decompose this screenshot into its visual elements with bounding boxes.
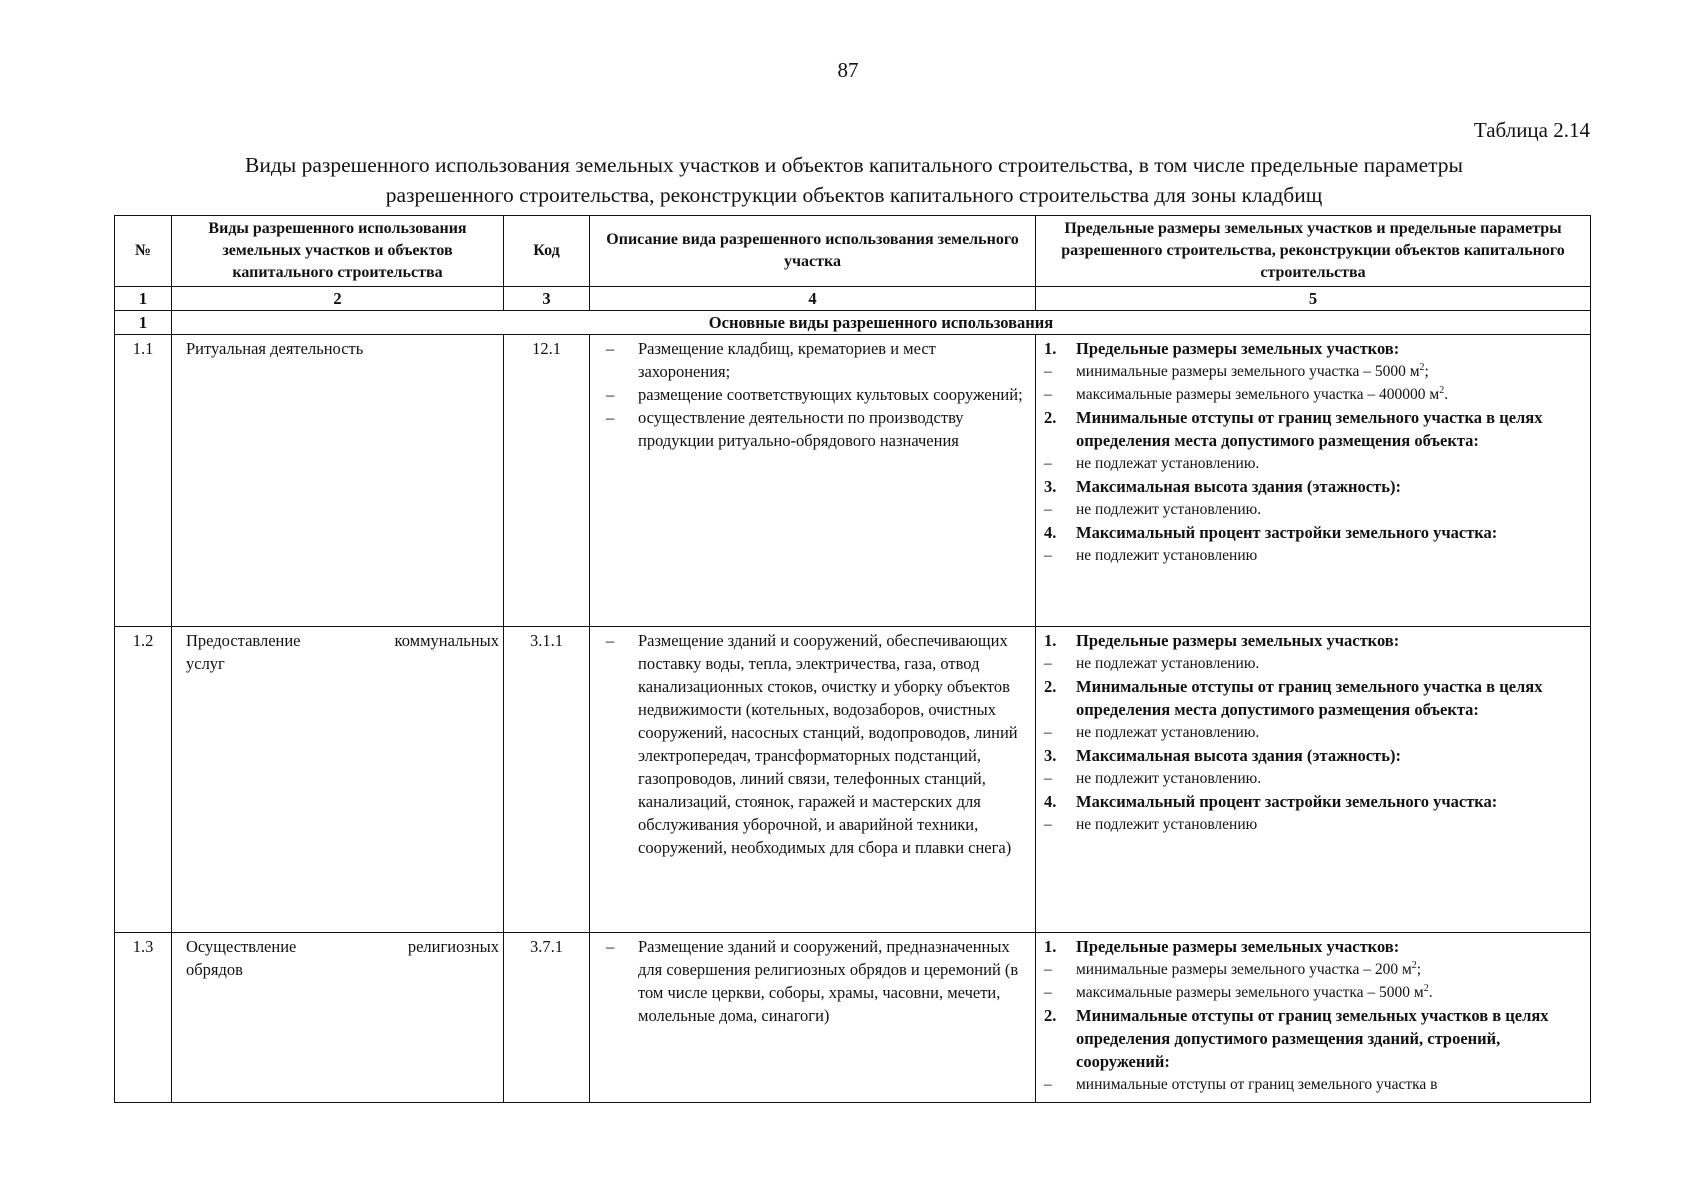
parameter-value <box>1044 958 1584 981</box>
parameter-number: 1. <box>1044 631 1057 650</box>
parameter-value <box>1044 813 1584 836</box>
table-title <box>114 150 1594 210</box>
parameter-value <box>1044 652 1584 675</box>
land-use-table <box>114 215 1591 1103</box>
column-numbers-row <box>115 287 1591 311</box>
parameter-value-text: не подлежат установлению. <box>1076 455 1260 472</box>
use-type-cell <box>172 627 504 933</box>
parameter-value <box>1044 544 1584 567</box>
parameter-value-text: минимальные размеры земельного участка – 5000 м <box>1076 363 1420 380</box>
dash-marker: – <box>1044 1076 1052 1093</box>
unit-superscript: 2 <box>1439 384 1445 396</box>
use-code: 3.1.1 <box>504 627 590 933</box>
parameter-number: 1. <box>1044 339 1057 358</box>
punctuation: . <box>1428 984 1433 1001</box>
title-line-1: Виды разрешенного использования земельных участков и объектов капитального строительства, в том числе предельные параметры <box>245 153 1463 177</box>
parameter-number: 3. <box>1044 477 1057 496</box>
parameter-title: Предельные размеры земельных участков: <box>1076 339 1400 358</box>
use-type-word: обрядов <box>186 960 243 979</box>
parameter-value <box>1044 498 1584 521</box>
header-code: Код <box>504 216 590 287</box>
description-cell <box>590 627 1036 933</box>
parameter-value <box>1044 452 1584 475</box>
dash-marker: – <box>1044 455 1052 472</box>
table-label: Таблица 2.14 <box>1473 118 1590 142</box>
parameter-value <box>1044 767 1584 790</box>
parameter-title: Минимальные отступы от границ земельного участка в целях определения места допустимого размещения объекта: <box>1076 408 1543 450</box>
parameter-value-text: не подлежит установлению <box>1076 547 1258 564</box>
parameter-number: 3. <box>1044 746 1057 765</box>
row-number: 1.3 <box>115 933 172 1103</box>
description-item: – размещение соответствующих культовых сооружений; <box>590 383 1031 406</box>
row-number: 1.1 <box>115 335 172 627</box>
parameter-value <box>1044 360 1584 383</box>
parameter-heading <box>1044 337 1584 360</box>
dash-marker: – <box>1044 961 1052 978</box>
parameters-cell <box>1036 627 1591 933</box>
parameter-value <box>1044 383 1584 406</box>
table-row <box>115 335 1591 627</box>
parameter-heading <box>1044 935 1584 958</box>
dash-marker: – <box>1044 363 1052 380</box>
header-description: Описание вида разрешенного использования земельного участка <box>590 216 1036 287</box>
parameter-value-text: максимальные размеры земельного участка – 400000 м <box>1076 386 1440 403</box>
dash-marker: – <box>1044 655 1052 672</box>
parameter-value <box>1044 721 1584 744</box>
table-row <box>115 627 1591 933</box>
parameters-cell <box>1036 335 1591 627</box>
parameter-heading <box>1044 475 1584 498</box>
title-line-2: разрешенного строительства, реконструкции объектов капитального строительства для зоны кладбищ <box>385 183 1323 207</box>
unit-superscript: 2 <box>1411 959 1417 971</box>
col-number: 3 <box>504 287 590 311</box>
section-title: Основные виды разрешенного использования <box>172 311 1591 335</box>
parameter-heading <box>1044 406 1584 452</box>
description-item: – Размещение кладбищ, крематориев и мест захоронения; <box>590 337 1031 383</box>
use-type-word: Предоставление <box>186 631 301 650</box>
use-type-word: религиозных <box>407 937 499 956</box>
col-number: 2 <box>172 287 504 311</box>
parameter-heading <box>1044 1004 1584 1073</box>
description-item: – осуществление деятельности по производству продукции ритуально-обрядового назначения <box>590 406 1031 452</box>
section-row <box>115 311 1591 335</box>
description-cell <box>590 335 1036 627</box>
parameter-number: 2. <box>1044 677 1057 696</box>
parameter-title: Максимальная высота здания (этажность): <box>1076 746 1401 765</box>
header-use: Виды разрешенного использования земельных участков и объектов капитального строительства <box>172 216 504 287</box>
col-number: 1 <box>115 287 172 311</box>
dash-marker: – <box>1044 724 1052 741</box>
description-item: – Размещение зданий и сооружений, обеспечивающих поставку воды, тепла, электричества, газа, отвод канализационных стоков, очистку и уборку объектов недвижимости (котельных, водозаборов, очистных сооружений, насосных станций, водопроводов, линий электропередач, трансформаторных подстанций, газопроводов, линий связи, телефонных станций, канализаций, стоянок, гаражей и мастерских для обслуживания уборочной, и аварийной техники, сооружений, необходимых для сбора и плавки снега) <box>590 629 1031 859</box>
parameter-value-text: не подлежат установлению. <box>1076 655 1260 672</box>
parameter-title: Предельные размеры земельных участков: <box>1076 631 1400 650</box>
parameter-number: 2. <box>1044 1006 1057 1025</box>
header-no: № <box>115 216 172 287</box>
parameter-number: 2. <box>1044 408 1057 427</box>
parameter-heading <box>1044 521 1584 544</box>
parameter-value-text: не подлежат установлению. <box>1076 724 1260 741</box>
use-type-name: Ритуальная деятельность <box>186 339 364 358</box>
parameter-title: Минимальные отступы от границ земельных участков в целях определения допустимого размещения зданий, строений, сооружений: <box>1076 1006 1549 1071</box>
unit-superscript: 2 <box>1423 982 1429 994</box>
punctuation: . <box>1444 386 1449 403</box>
parameter-value <box>1044 981 1584 1004</box>
use-code: 12.1 <box>504 335 590 627</box>
header-limits: Предельные размеры земельных участков и предельные параметры разрешенного строительства, реконструкции объектов капитального строительства <box>1036 216 1591 287</box>
parameter-title: Минимальные отступы от границ земельного участка в целях определения места допустимого размещения объекта: <box>1076 677 1543 719</box>
parameter-value-text: минимальные размеры земельного участка – 200 м <box>1076 961 1412 978</box>
parameter-title: Максимальная высота здания (этажность): <box>1076 477 1401 496</box>
page-number: 87 <box>837 58 859 82</box>
parameters-cell <box>1036 933 1591 1103</box>
dash-marker: – <box>1044 547 1052 564</box>
parameter-number: 1. <box>1044 937 1057 956</box>
parameter-heading <box>1044 675 1584 721</box>
section-number: 1 <box>115 311 172 335</box>
parameter-value-text: минимальные отступы от границ земельного участка в <box>1076 1076 1438 1093</box>
use-type-word: коммунальных <box>394 631 499 650</box>
punctuation: ; <box>1424 363 1429 380</box>
description-item: – Размещение зданий и сооружений, предназначенных для совершения религиозных обрядов и церемоний (в том числе церкви, соборы, храмы, часовни, мечети, молельные дома, синагоги) <box>590 935 1031 1027</box>
use-type-cell <box>172 335 504 627</box>
use-type-word: услуг <box>186 654 225 673</box>
parameter-title: Максимальный процент застройки земельного участка: <box>1076 792 1498 811</box>
parameter-value-text: максимальные размеры земельного участка – 5000 м <box>1076 984 1424 1001</box>
use-type-cell <box>172 933 504 1103</box>
dash-marker: – <box>1044 386 1052 403</box>
description-cell <box>590 933 1036 1103</box>
parameter-title: Максимальный процент застройки земельного участка: <box>1076 523 1498 542</box>
parameter-value <box>1044 1073 1584 1096</box>
parameter-value-text: не подлежит установлению <box>1076 816 1258 833</box>
dash-marker: – <box>1044 770 1052 787</box>
use-code: 3.7.1 <box>504 933 590 1103</box>
dash-marker: – <box>1044 501 1052 518</box>
header-row <box>115 216 1591 287</box>
punctuation: ; <box>1416 961 1422 978</box>
parameter-value-text: не подлежит установлению. <box>1076 501 1262 518</box>
parameter-number: 4. <box>1044 792 1057 811</box>
parameter-heading <box>1044 790 1584 813</box>
col-number: 4 <box>590 287 1036 311</box>
table-row <box>115 933 1591 1103</box>
parameter-number: 4. <box>1044 523 1057 542</box>
unit-superscript: 2 <box>1419 361 1425 373</box>
col-number: 5 <box>1036 287 1591 311</box>
parameter-value-text: не подлежит установлению. <box>1076 770 1262 787</box>
dash-marker: – <box>1044 816 1052 833</box>
row-number: 1.2 <box>115 627 172 933</box>
parameter-heading <box>1044 744 1584 767</box>
parameter-heading <box>1044 629 1584 652</box>
dash-marker: – <box>1044 984 1052 1001</box>
use-type-word: Осуществление <box>186 937 297 956</box>
parameter-title: Предельные размеры земельных участков: <box>1076 937 1400 956</box>
